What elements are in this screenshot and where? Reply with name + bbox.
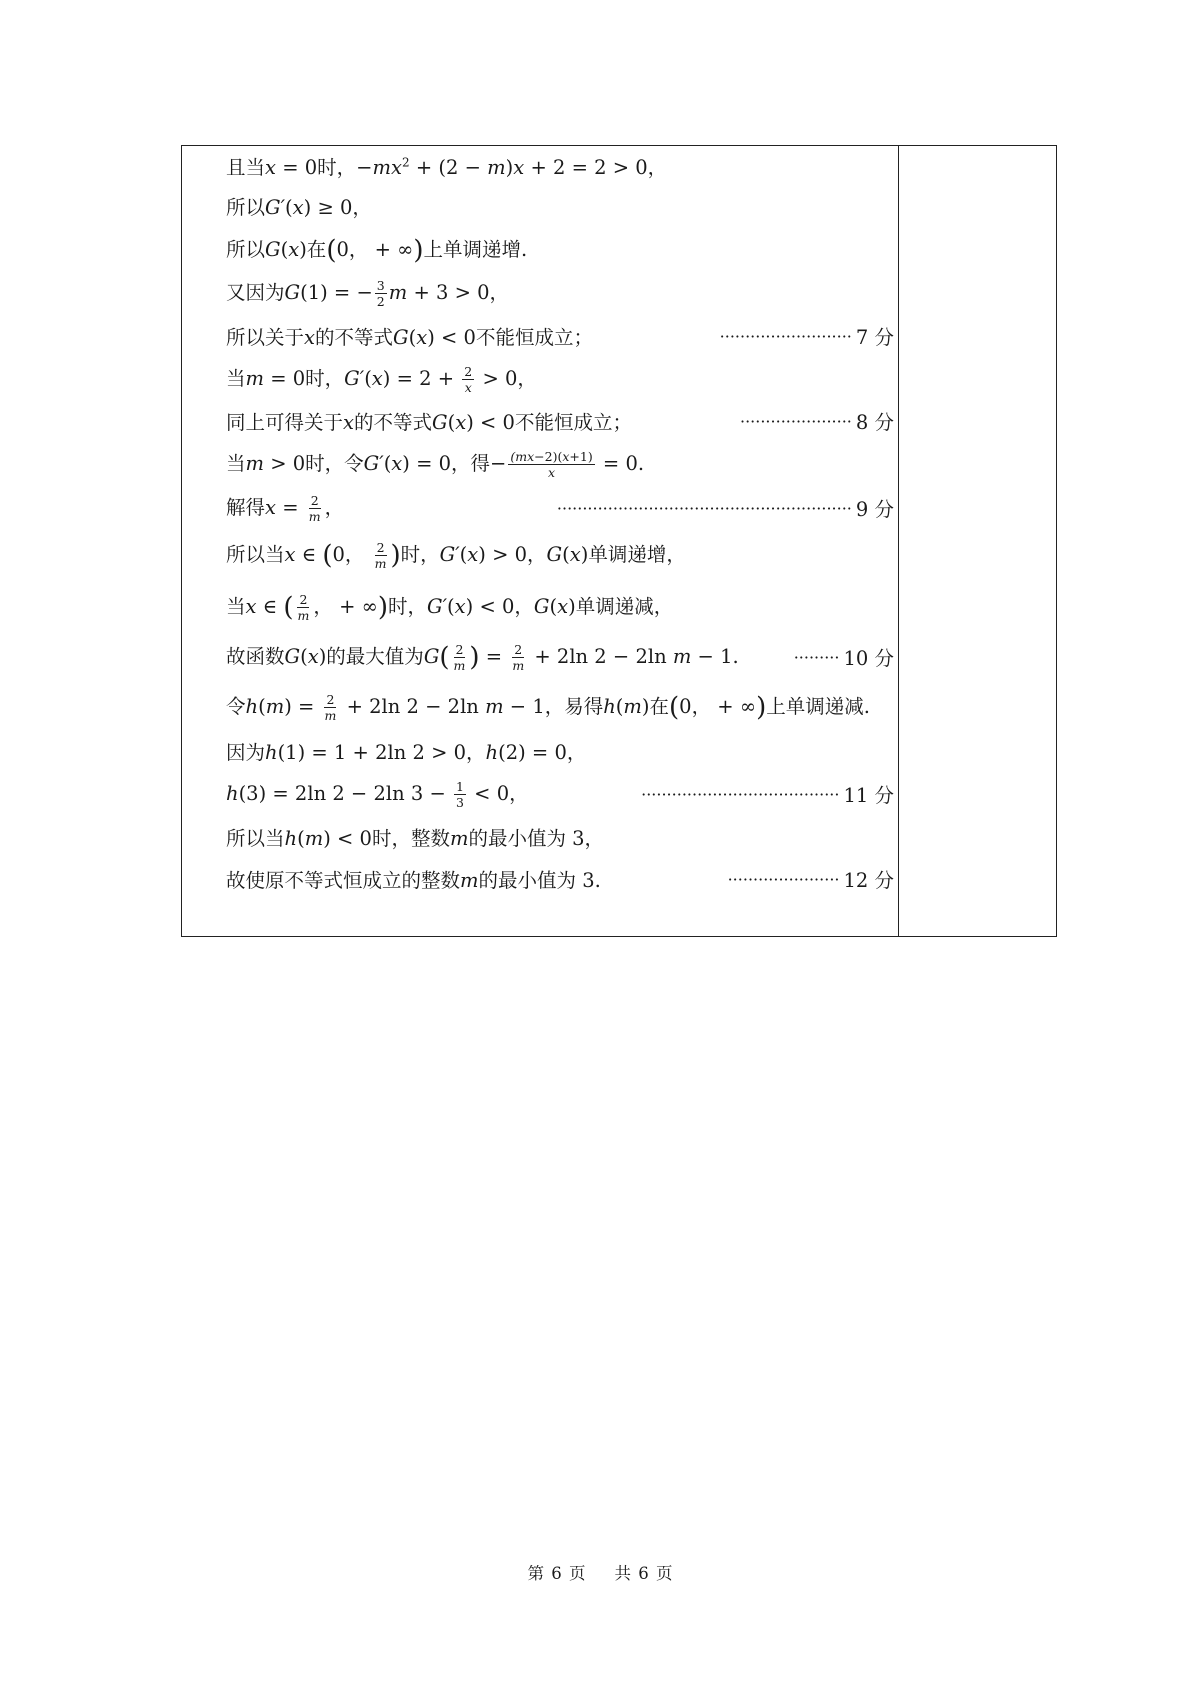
solution-line xyxy=(226,146,896,186)
score-marker: ······················ 8 分 xyxy=(740,411,894,434)
line-text: 同上可得关于x的不等式G(x) < 0不能恒成立； xyxy=(226,411,632,434)
line-text: 所以关于x的不等式G(x) < 0不能恒成立； xyxy=(226,326,593,349)
line-text: 所以G′(x) ≥ 0， xyxy=(226,196,372,219)
line-text: 当x ∈ ( $\frac{2}{m}$ ， + ∞)时，G′(x) < 0，G(x)单调递减， xyxy=(226,592,674,624)
line-text: 因为h(1) = 1 + 2ln 2 > 0，h(2) = 0， xyxy=(226,741,587,764)
line-text: 当m = 0时，G′(x) = 2 + $\frac{2}{x}$ > 0， xyxy=(226,364,537,396)
solution-line xyxy=(226,488,896,528)
solution-line xyxy=(226,587,896,627)
score-marker: ·························································· 9 分 xyxy=(556,498,894,521)
table-column-divider xyxy=(898,146,899,936)
solution-line xyxy=(226,687,896,727)
solution-line xyxy=(226,637,896,677)
answer-table xyxy=(181,145,1057,937)
solution-line xyxy=(226,401,896,441)
solution-line xyxy=(226,444,896,484)
line-text: 令h(m) = $\frac{2}{m}$ + 2ln 2 − 2ln m − 1，易得h(m)在(0， + ∞)上单调递减. xyxy=(226,692,870,724)
solution-line xyxy=(226,859,896,899)
score-marker: ······················ 12 分 xyxy=(727,869,894,892)
solution-line xyxy=(226,273,896,313)
line-text: 解得x = $\frac{2}{m}$ ， xyxy=(226,493,345,525)
solution-line xyxy=(226,186,896,226)
line-text: 当m > 0时，令G′(x) = 0，得− $\frac{(mx-2)(x+1)}{x}$ = 0. xyxy=(226,449,645,481)
line-text: 所以当h(m) < 0时，整数m的最小值为 3， xyxy=(226,827,605,850)
line-text: 故使原不等式恒成立的整数m的最小值为 3. xyxy=(226,869,601,892)
line-text: 所以当x ∈ (0， $\frac{2}{m}$ )时，G′(x) > 0，G(x)单调递增， xyxy=(226,540,686,572)
solution-line xyxy=(226,316,896,356)
page-footer xyxy=(0,1560,1200,1584)
solution-line xyxy=(226,535,896,575)
solution-line xyxy=(226,229,896,269)
line-text: 且当x = 0时，$-mx^2 + (2 - m)x + 2 = 2 > 0$， xyxy=(226,155,668,179)
line-text: h(3) = 2ln 2 − 2ln 3 − $\frac{1}{3}$ < 0， xyxy=(226,779,529,811)
line-text: 又因为G(1) = − $\frac{3}{2}$ m + 3 > 0， xyxy=(226,278,510,310)
solution-line xyxy=(226,774,896,814)
score-marker: ········· 10 分 xyxy=(793,647,894,670)
solution-line xyxy=(226,817,896,857)
solution-line xyxy=(226,731,896,771)
line-text: 故函数G(x)的最大值为G( $\frac{2}{m}$ ) = $\frac{2}{m}$ + 2ln 2 − 2ln m − 1. xyxy=(226,642,739,674)
solution-line xyxy=(226,359,896,399)
line-text: 所以G(x)在(0， + ∞)上单调递增. xyxy=(226,235,528,266)
score-marker: ······································· 11 分 xyxy=(641,784,894,807)
page-number: 第 6 页 xyxy=(527,1564,586,1583)
page-total: 共 6 页 xyxy=(614,1564,673,1583)
score-marker: ·························· 7 分 xyxy=(719,326,894,349)
